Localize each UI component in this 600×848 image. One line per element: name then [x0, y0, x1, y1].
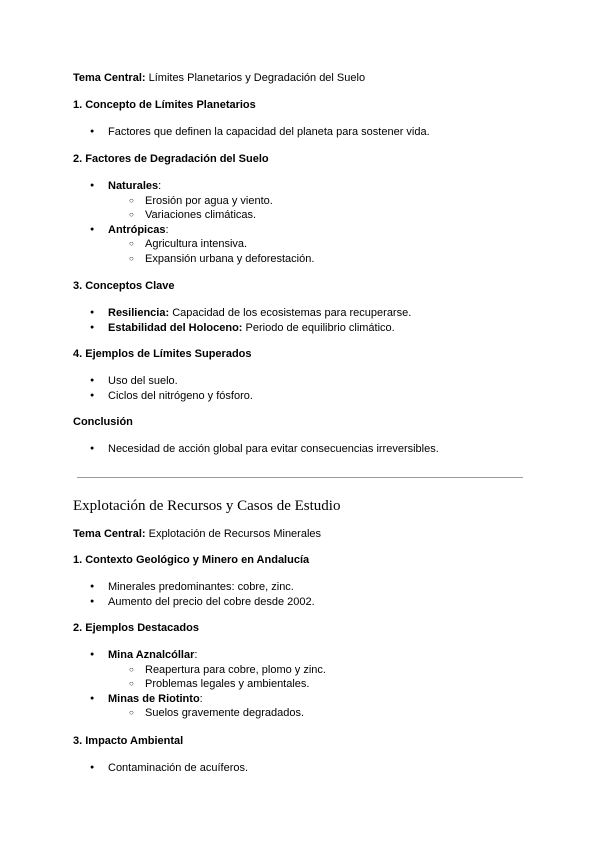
list-item: ○ Suelos gravemente degradados.	[73, 706, 540, 721]
list-conclusion	[73, 442, 540, 457]
list-item-label: Mina Aznalcóllar	[108, 649, 195, 661]
list-examples	[73, 648, 540, 721]
list-item: ● Mina Aznalcóllar: ○ Reapertura para cobre, plomo y zinc. ○ Problemas legales y ambientales.	[73, 648, 540, 692]
list-exceeded-limits	[73, 374, 540, 403]
section-exceeded-limits	[73, 347, 540, 361]
list-item: ○ Variaciones climáticas.	[73, 208, 540, 223]
list-item: ● Factores que definen la capacidad del planeta para sostener vida.	[73, 125, 540, 140]
list-item: ● Necesidad de acción global para evitar consecuencias irreversibles.	[73, 442, 540, 457]
list-item: ○ Erosión por agua y viento.	[73, 194, 540, 209]
term: Estabilidad del Holoceno:	[108, 321, 243, 334]
list-item-label: Minas de Riotinto	[108, 692, 200, 705]
central-topic-1	[73, 71, 540, 85]
list-item: ● Naturales: ○ Erosión por agua y viento. ○ Variaciones climáticas.	[73, 179, 540, 223]
section-examples	[73, 621, 540, 635]
list-item: ● Minerales predominantes: cobre, zinc.	[73, 580, 540, 595]
list-item: ○ Reapertura para cobre, plomo y zinc.	[73, 663, 540, 678]
section-heading: 4. Ejemplos de Límites Superados	[73, 348, 252, 360]
definition: Capacidad de los ecosistemas para recuperarse.	[169, 307, 412, 319]
section-limits-concept	[73, 98, 540, 112]
central-value: Límites Planetarios y Degradación del Suelo	[145, 72, 366, 84]
central-value: Explotación de Recursos Minerales	[145, 528, 322, 540]
section-heading: 2. Factores de Degradación del Suelo	[73, 153, 269, 165]
list-soil-degradation	[73, 179, 540, 266]
page-section-title: Explotación de Recursos y Casos de Estudio	[73, 498, 341, 514]
list-item	[73, 306, 540, 321]
section-heading: Conclusión	[73, 416, 133, 428]
section-conclusion	[73, 415, 540, 429]
list-environmental-impact	[73, 761, 540, 776]
section-heading: 1. Contexto Geológico y Minero en Andalucía	[73, 554, 310, 566]
horizontal-divider	[77, 477, 523, 478]
definition: Periodo de equilibrio climático.	[242, 321, 395, 334]
section-heading: 3. Conceptos Clave	[73, 280, 175, 292]
list-key-concepts	[73, 306, 540, 335]
central-label: Tema Central:	[73, 528, 146, 540]
section-heading: 2. Ejemplos Destacados	[73, 622, 199, 634]
section-heading: 3. Impacto Ambiental	[73, 735, 184, 747]
section-environmental-impact	[73, 734, 540, 748]
section-key-concepts	[73, 279, 540, 293]
list-limits-concept	[73, 125, 540, 140]
list-geologic-context	[73, 580, 540, 609]
list-item: ● Minas de Riotinto: ○ Suelos gravemente degradados.	[73, 692, 540, 721]
central-label: Tema Central:	[73, 72, 146, 84]
section-geologic-context	[73, 553, 540, 567]
section-soil-degradation	[73, 152, 540, 166]
list-item: ● Aumento del precio del cobre desde 2002.	[73, 595, 540, 610]
section-heading: 1. Concepto de Límites Planetarios	[73, 99, 256, 111]
list-item: ○ Agricultura intensiva.	[73, 237, 540, 252]
list-item	[73, 321, 540, 336]
list-item: ● Antrópicas: ○ Agricultura intensiva. ○ Expansión urbana y deforestación.	[73, 223, 540, 267]
list-item-label: Antrópicas	[108, 223, 166, 236]
term: Resiliencia:	[108, 307, 170, 319]
list-item: ● Contaminación de acuíferos.	[73, 761, 540, 776]
list-item: ○ Problemas legales y ambientales.	[73, 677, 540, 692]
list-item-label: Naturales	[108, 180, 159, 192]
list-item: ● Ciclos del nitrógeno y fósforo.	[73, 389, 540, 404]
list-item: ● Uso del suelo.	[73, 374, 540, 389]
list-item: ○ Expansión urbana y deforestación.	[73, 252, 540, 267]
central-topic-2	[73, 527, 540, 541]
